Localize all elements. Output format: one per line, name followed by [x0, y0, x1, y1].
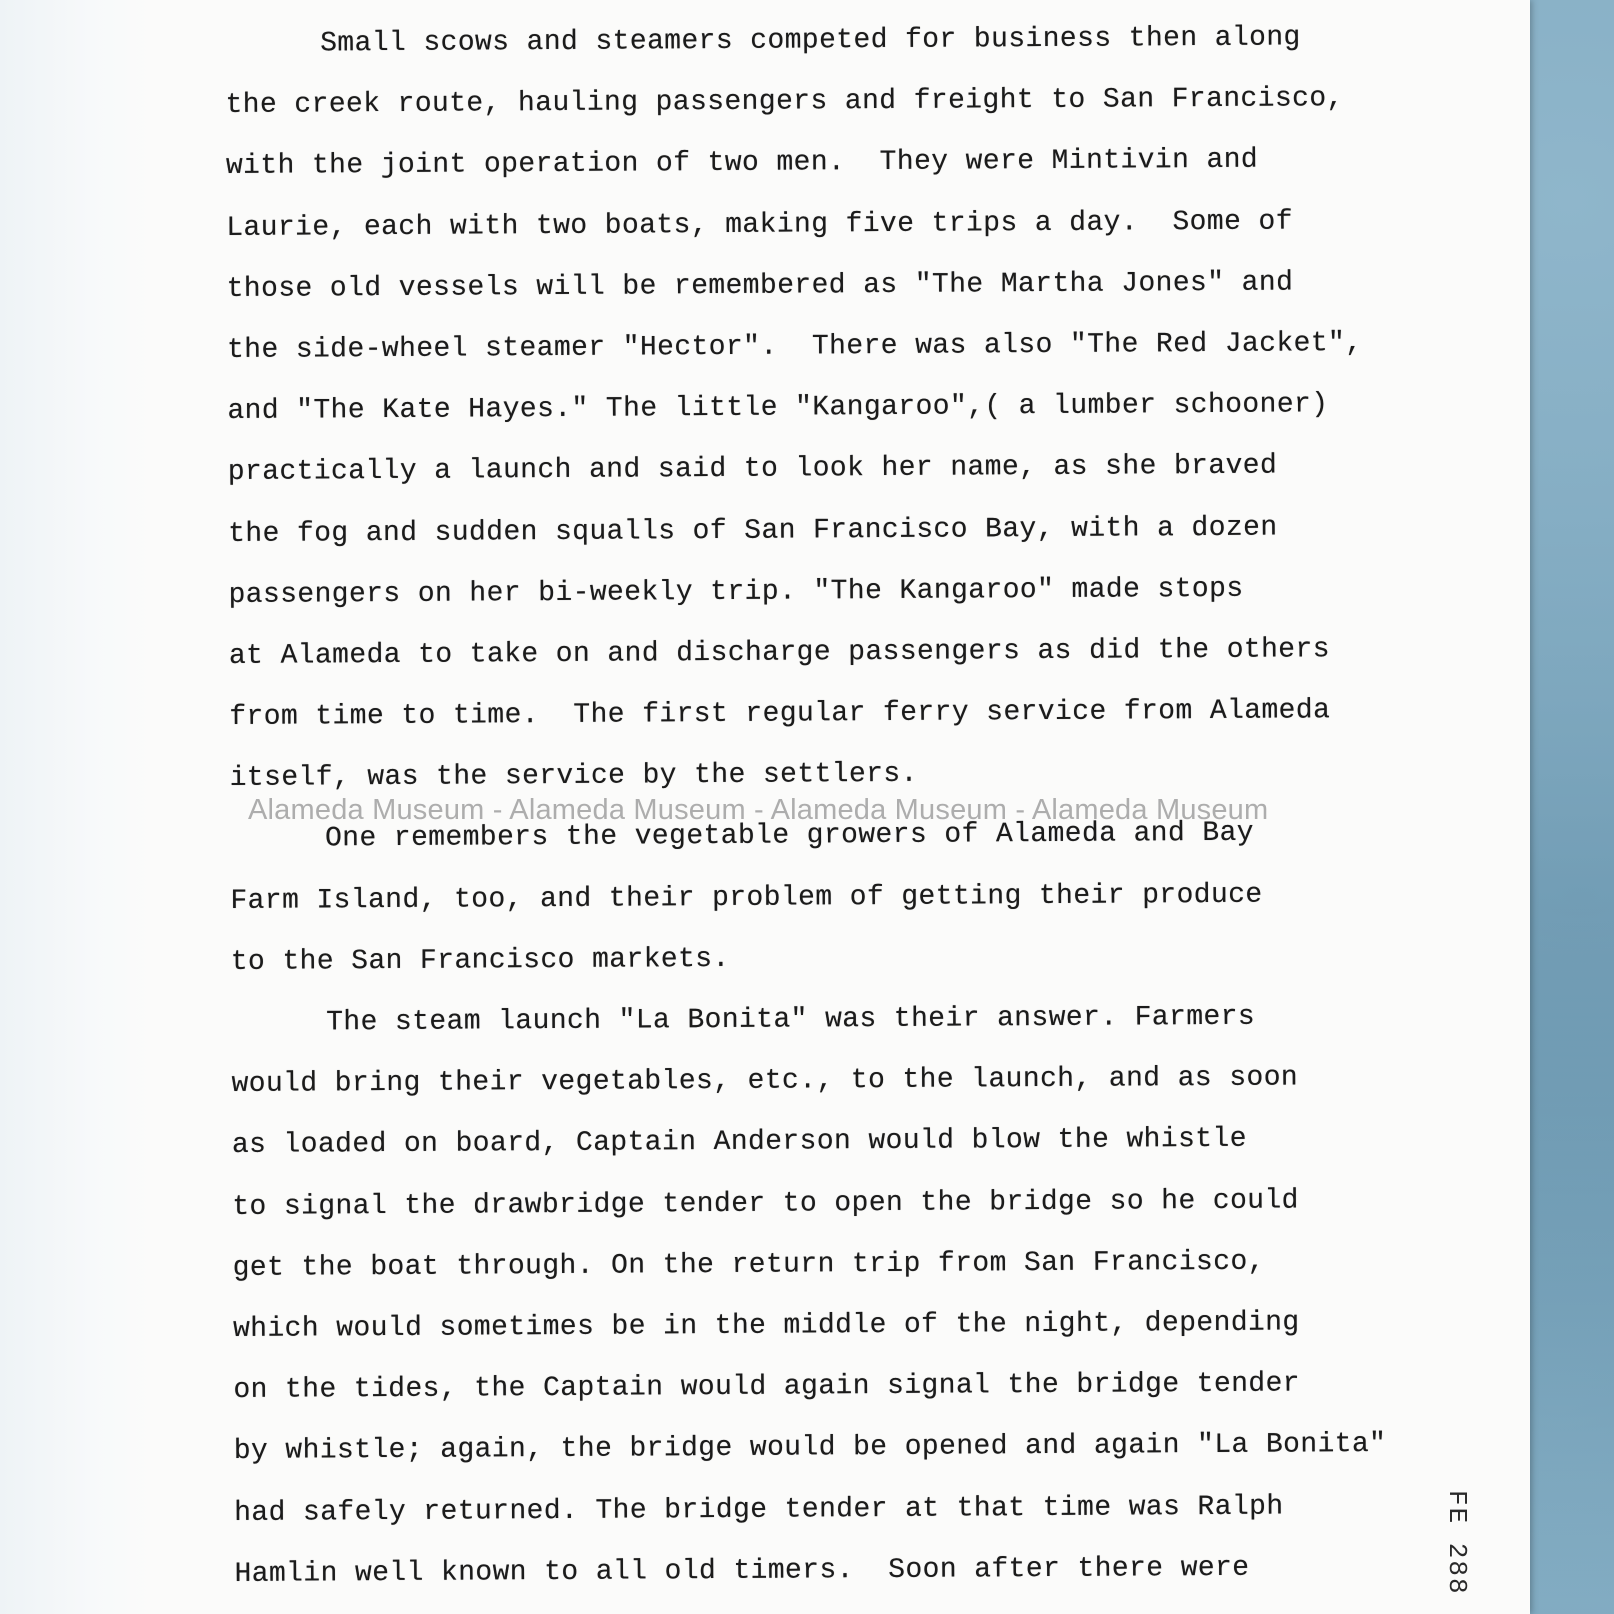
- text-line: those old vessels will be remembered as "The Martha Jones" and: [226, 267, 1294, 305]
- text-line: the fog and sudden squalls of San Francisco Bay, with a dozen: [228, 512, 1278, 550]
- text-line: with the joint operation of two men. They were Mintivin and: [225, 145, 1259, 183]
- text-line: the creek route, hauling passengers and freight to San Francisco,: [225, 83, 1344, 122]
- text-line: practically a launch and said to look her name, as she braved: [227, 450, 1278, 489]
- text-line: The steam launch "La Bonita" was their answer. Farmers: [326, 1001, 1256, 1039]
- text-line: to the San Francisco markets.: [230, 943, 730, 978]
- page-edge-shading: [0, 0, 150, 1614]
- text-line: Laurie, each with two boats, making five trips a day. Some of: [226, 206, 1293, 244]
- text-line: Farm Island, too, and their problem of getting their produce: [230, 879, 1263, 917]
- text-line: passengers on her bi-weekly trip. "The Kangaroo" made stops: [228, 573, 1244, 611]
- text-line: Hamlin well known to all old timers. Soon after there were: [234, 1552, 1250, 1590]
- text-line: from time to time. The first regular ferry service from Alameda: [229, 695, 1331, 734]
- museum-watermark: Alameda Museum - Alameda Museum - Alameda Museum - Alameda Museum: [248, 794, 1269, 826]
- text-line: had safely returned. The bridge tender at that time was Ralph: [234, 1491, 1284, 1529]
- page-number-mark: FE 288: [1442, 1490, 1472, 1596]
- text-line: and "The Kate Hayes." The little "Kangaroo",( a lumber schooner): [227, 389, 1329, 428]
- text-line: itself, was the service by the settlers.: [229, 759, 918, 795]
- text-line: by whistle; again, the bridge would be opened and again "La Bonita": [233, 1429, 1387, 1468]
- text-line: which would sometimes be in the middle of the night, depending: [232, 1307, 1300, 1345]
- text-line: get the boat through. On the return trip from San Francisco,: [232, 1246, 1265, 1284]
- text-line: the side-wheel steamer "Hector". There was also "The Red Jacket",: [226, 327, 1363, 366]
- text-line: Small scows and steamers competed for business then along: [320, 22, 1301, 60]
- text-line: at Alameda to take on and discharge passengers as did the others: [228, 634, 1330, 672]
- text-line: as loaded on board, Captain Anderson would blow the whistle: [231, 1124, 1247, 1162]
- text-line: One remembers the vegetable growers of Alameda and Bay: [324, 818, 1255, 855]
- text-line: to signal the drawbridge tender to open the bridge so he could: [232, 1185, 1299, 1223]
- text-line: on the tides, the Captain would again signal the bridge tender: [233, 1368, 1301, 1407]
- text-line: would bring their vegetables, etc., to the launch, and as soon: [231, 1062, 1299, 1101]
